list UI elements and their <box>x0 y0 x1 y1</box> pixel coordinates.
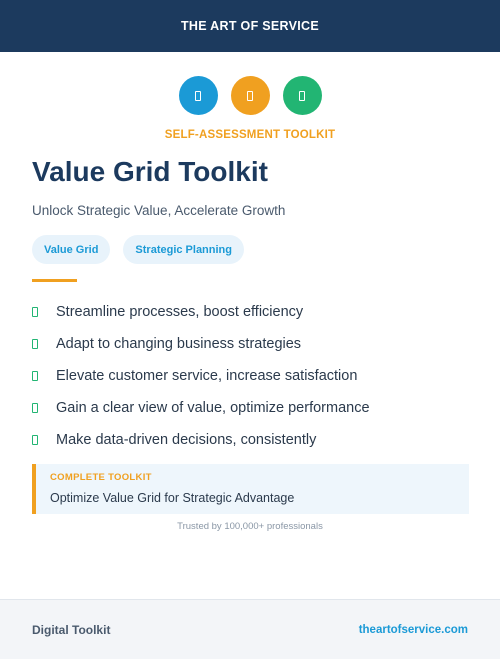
brand-title: THE ART OF SERVICE <box>180 19 320 33</box>
trust-line: Trusted by 100,000+ professionals <box>177 521 323 532</box>
document-icon <box>179 76 218 115</box>
footer-label: Digital Toolkit <box>32 622 111 637</box>
benefit-item <box>32 360 370 392</box>
checkmark-icon <box>32 307 38 317</box>
document-icon <box>283 76 322 115</box>
benefit-item <box>32 328 370 360</box>
benefit-text: Streamline processes, boost efficiency <box>56 304 304 320</box>
tag-list <box>32 235 244 264</box>
page-title: Value Grid Toolkit <box>32 156 268 187</box>
icon-row <box>0 76 500 115</box>
checkmark-icon <box>32 339 38 349</box>
benefit-item <box>32 392 370 424</box>
benefit-text: Adapt to changing business strategies <box>56 336 302 352</box>
website-link[interactable]: theartofservice.com <box>358 623 468 636</box>
callout-text: Optimize Value Grid for Strategic Advantage <box>50 491 295 505</box>
toolkit-callout <box>32 464 469 514</box>
document-icon <box>231 76 270 115</box>
benefit-list <box>32 296 370 456</box>
checkmark-icon <box>32 403 38 413</box>
benefit-text: Elevate customer service, increase satisfaction <box>56 368 358 384</box>
checkmark-icon <box>32 435 38 445</box>
benefit-item <box>32 424 370 456</box>
benefit-text: Gain a clear view of value, optimize performance <box>56 400 370 416</box>
footer <box>0 599 500 659</box>
tag-strategic-planning: Strategic Planning <box>123 235 244 264</box>
accent-divider <box>32 279 77 282</box>
callout-label: COMPLETE TOOLKIT <box>50 472 152 483</box>
benefit-text: Make data-driven decisions, consistently <box>56 432 317 448</box>
tag-value-grid: Value Grid <box>32 235 110 264</box>
page-subtitle: Unlock Strategic Value, Accelerate Growth <box>32 203 286 218</box>
benefit-item <box>32 296 370 328</box>
checkmark-icon <box>32 371 38 381</box>
toolkit-kicker: SELF-ASSESSMENT TOOLKIT <box>164 129 336 141</box>
top-banner <box>0 0 500 52</box>
